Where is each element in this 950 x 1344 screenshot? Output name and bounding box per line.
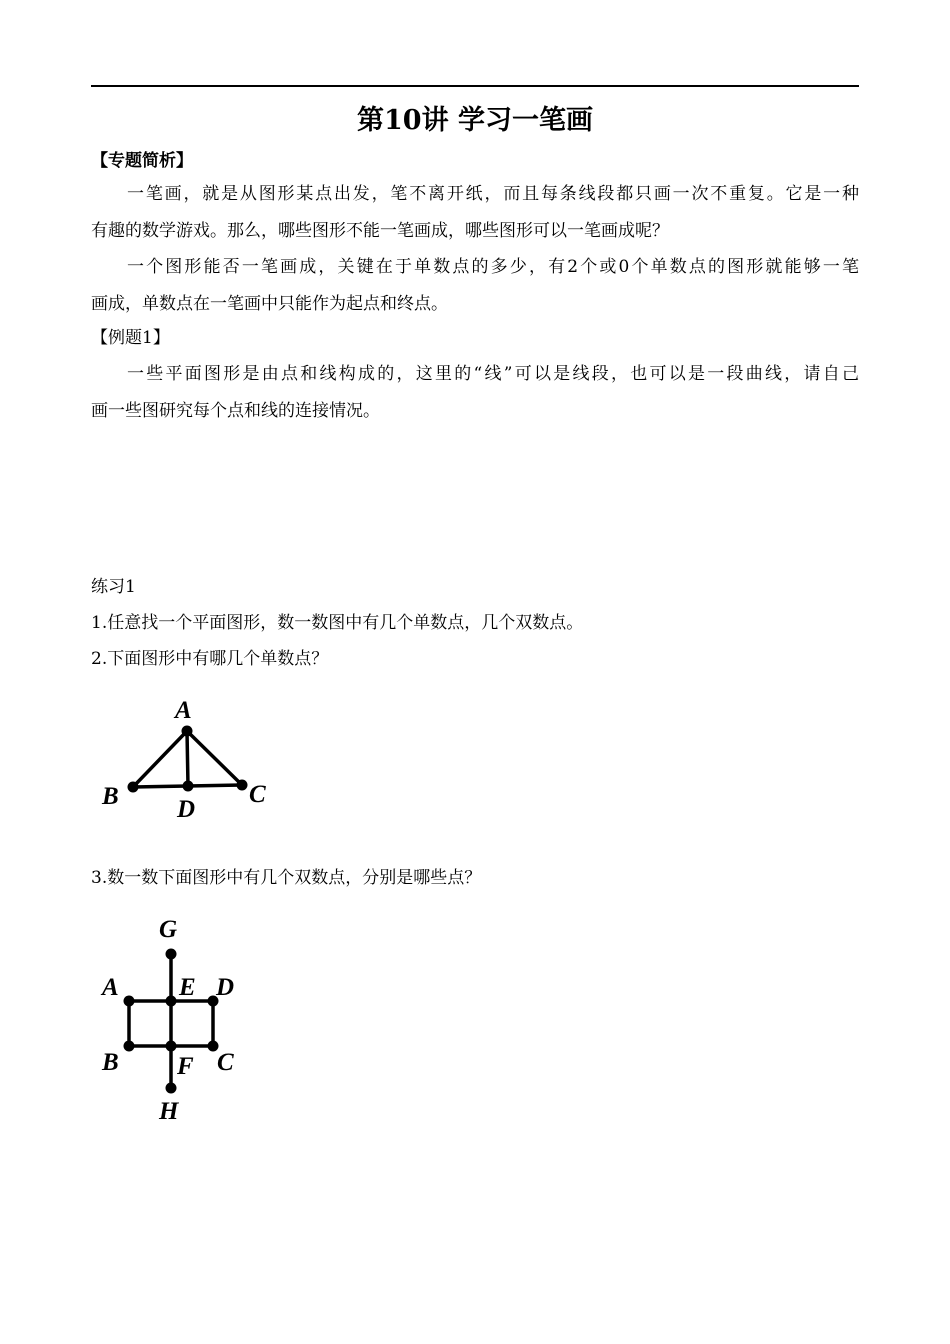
point-f bbox=[166, 1041, 177, 1052]
practice-1-question-1: 1.任意找一个平面图形，数一数图中有几个单数点，几个双数点。 bbox=[91, 613, 584, 633]
label-a: A bbox=[102, 974, 119, 1001]
intro-paragraph-1-line-2: 有趣的数学游戏。那么，哪些图形不能一笔画成，哪些图形可以一笔画成呢？ bbox=[91, 221, 669, 241]
example-1-heading: 【例题1】 bbox=[91, 328, 170, 348]
label-h: H bbox=[159, 1098, 179, 1125]
practice-1-heading: 练习1 bbox=[91, 577, 136, 597]
label-g: G bbox=[159, 916, 178, 943]
page-title: 第10讲 学习一笔画 bbox=[357, 105, 593, 136]
label-e: E bbox=[179, 974, 196, 1001]
label-c: C bbox=[217, 1049, 234, 1076]
intro-paragraph-2-line-2: 画成，单数点在一笔画中只能作为起点和终点。 bbox=[91, 294, 448, 314]
point-b bbox=[124, 1041, 135, 1052]
label-a: A bbox=[175, 697, 192, 724]
label-d: D bbox=[177, 796, 196, 823]
label-d: D bbox=[216, 974, 235, 1001]
point-h bbox=[166, 1083, 177, 1094]
example-1-line-1: 一些平面图形是由点和线构成的，这里的“线”可以是线段，也可以是一段曲线，请自己 bbox=[127, 364, 859, 384]
label-f: F bbox=[177, 1053, 194, 1080]
intro-paragraph-2-line-1: 一个图形能否一笔画成，关键在于单数点的多少，有2个或0个单数点的图形就能够一笔 bbox=[127, 257, 859, 277]
practice-1-question-3: 3.数一数下面图形中有几个双数点，分别是哪些点？ bbox=[91, 868, 482, 888]
point-g bbox=[166, 949, 177, 960]
label-c: C bbox=[249, 781, 266, 808]
point-a bbox=[124, 996, 135, 1007]
label-b: B bbox=[102, 783, 119, 810]
example-1-line-2: 画一些图研究每个点和线的连接情况。 bbox=[91, 401, 380, 421]
label-b: B bbox=[102, 1049, 119, 1076]
intro-paragraph-1-line-1: 一笔画，就是从图形某点出发，笔不离开纸，而且每条线段都只画一次不重复。它是一种 bbox=[127, 184, 859, 204]
point-e bbox=[166, 996, 177, 1007]
practice-1-question-2: 2.下面图形中有哪几个单数点？ bbox=[91, 649, 329, 669]
section-heading-intro: 【专题简析】 bbox=[91, 151, 193, 171]
